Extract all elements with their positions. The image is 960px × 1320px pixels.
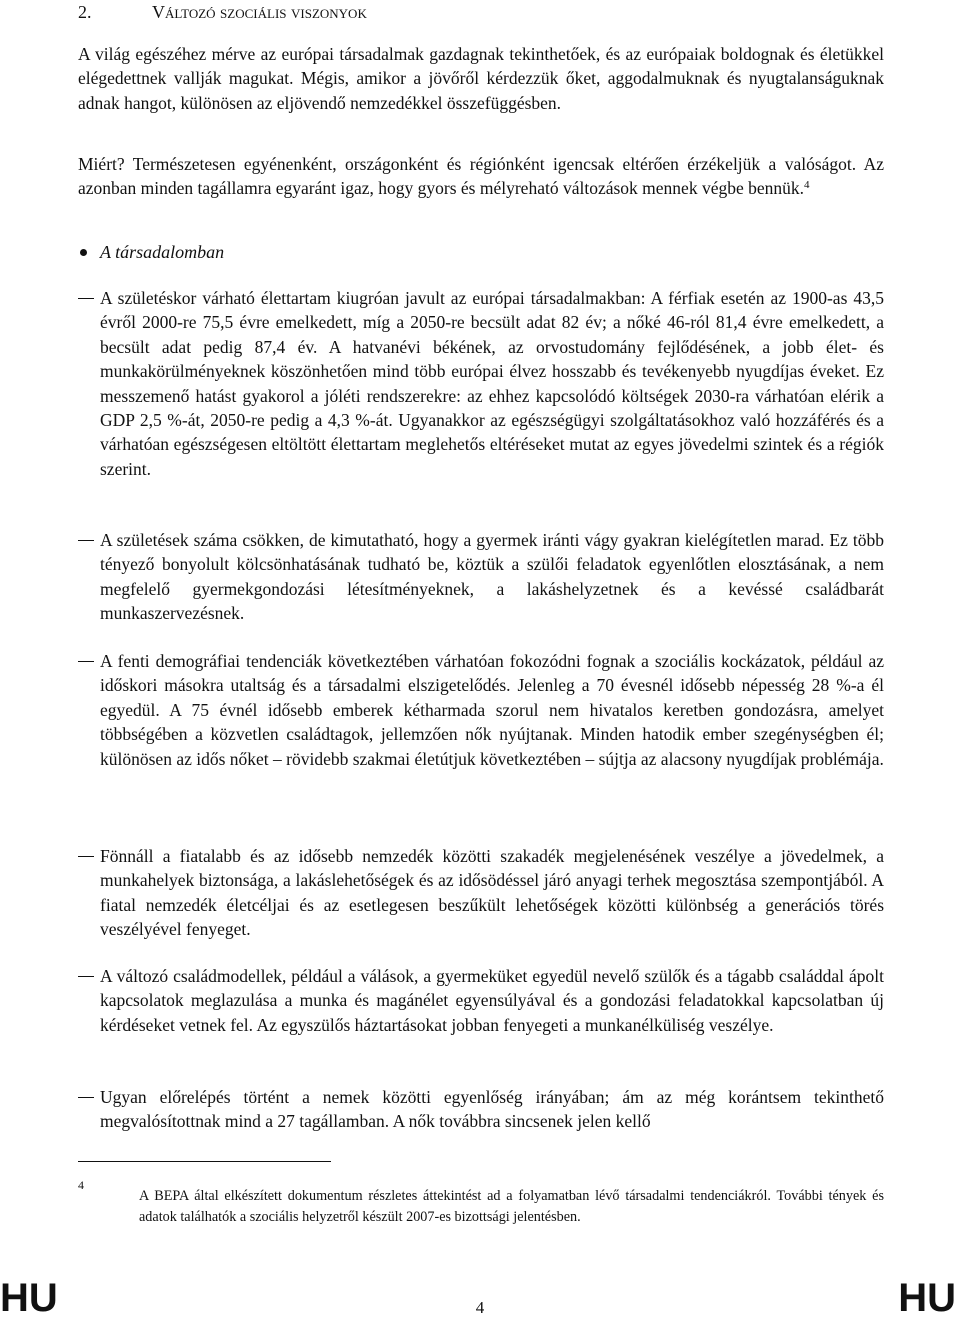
footnote-reference[interactable]: 4: [804, 179, 810, 192]
bullet-dot-icon: [80, 249, 87, 256]
dash-icon: [78, 661, 94, 662]
list-item: [78, 528, 884, 626]
dash-icon: [78, 856, 94, 857]
list-item-text: A születések száma csökken, de kimutatható, hogy a gyermek iránti vágy gyakran kielégítetlen marad. Ez több tényező bonyolult kölcsönhatásának tudható be, köztük a szülői feladatok egyenlőtlen elosztásának, a nem megfelelő gyermekgondozási létesítményeknek, a lakáshelyzetnek és a kevéssé családbarát munkaszervezésnek.: [100, 530, 884, 624]
footer-language-right: HU: [898, 1276, 956, 1320]
list-item-text: A fenti demográfiai tendenciák következtében várhatóan fokozódni fognak a szociális kockázatok, például az időskori másokra utaltság és a társadalmi elszigetelődés. Jelenleg a 70 évesnél idősebb népesség 28 %-a él egyedül. A 75 évnél idősebb emberek kétharmada szorul nem hivatalos keretben gondozásra, amelyet többségében a közvetlen családtagok, jellemzően nők nyújtanak. Minden hatodik ember szegénységben él; különösen az idős nőket – rövidebb szakmai életútjuk következtében – sújtja az alacsony nyugdíjak problémája.: [100, 651, 884, 769]
intro-paragraph-1: A világ egészéhez mérve az európai társadalmak gazdagnak tekinthetőek, és az európaiak boldognak és életükkel elégedettnek vallják magukat. Mégis, amikor a jövőről kérdezzük őket, aggodalmuknak és nyugtalanságuknak adnak hangot, különösen az eljövendő nemzedékkel összefüggésben.: [78, 44, 884, 113]
dash-icon: [78, 540, 94, 541]
list-item: [78, 286, 884, 481]
list-item-text: Fönnáll a fiatalabb és az idősebb nemzedék közötti szakadék megjelenésének veszélye a jövedelmek, a munkahelyek biztonsága, a lakáslehetőségek és az idősödéssel járó anyagi terhek megosztása szempontjából. A fiatal nemzedék életcéljai és az esetlegesen beszűkült lehetőségek közötti különbség a generációs törés veszélyével fenyeget.: [100, 846, 884, 940]
footnote-number: 4: [78, 1178, 84, 1192]
list-item-text: A változó családmodellek, például a válások, a gyermeküket egyedül nevelő szülők és a tágabb családdal ápolt kapcsolatok meglazulása a munka és magánélet egyensúlyával és a gondozási feladatokkal kapcsolatban új kérdéseket vetnek fel. Az egyszülős háztartásokat jobban fenyegeti a munkanélküliség veszélye.: [100, 966, 884, 1035]
intro-paragraph-2: [78, 152, 884, 201]
page-number: 4: [475, 1298, 485, 1317]
dash-icon: [78, 976, 94, 977]
intro-paragraph-2-text: Miért? Természetesen egyénenként, országonként és régiónként igencsak eltérően érzékeljük a valóságot. Az azonban minden tagállamra egyaránt igaz, hogy gyors és mélyreható változások mennek végbe bennük.: [78, 154, 884, 199]
list-item: [78, 649, 884, 771]
section-number: 2.: [78, 2, 92, 22]
list-item: [78, 964, 884, 1037]
list-item-text: Ugyan előrelépés történt a nemek közötti egyenlőség irányában; ám az még korántsem tekinthető megvalósítottnak mind a 27 tagállamban. A nők továbbra sincsenek jelen kellő: [100, 1087, 884, 1132]
section-title: Változó szociális viszonyok: [152, 2, 367, 22]
footer-language-left: HU: [0, 1276, 58, 1320]
bullet-heading: [78, 240, 224, 264]
section-heading: [78, 0, 367, 24]
dash-icon: [78, 298, 94, 299]
dash-icon: [78, 1097, 94, 1098]
footnote-divider: [78, 1161, 331, 1162]
footnote-text: A BEPA által elkészített dokumentum részletes áttekintést ad a folyamatban lévő társadalmi tendenciákról. További tények és adatok találhatók a szociális helyzetről készült 2007-es bizottsági jelentésben.: [139, 1188, 884, 1225]
list-item: [78, 844, 884, 942]
list-item-text: A születéskor várható élettartam kiugróan javult az európai társadalmakban: A férfiak esetén az 1900-as 43,5 évről 2000-re 75,5 évre emelkedett, míg a 2050-re becsült adat 82 év; a nőké 46-ról 81,4 évre emelkedett, a becsült adat pedig 87,4 év. A hatvanévi békének, az orvostudomány fejlődésének, a jobb élet- és munkakörülményeknek köszönhetően mind több európai élvez hosszabb és tevékenyebb nyugdíjas éveket. Ez messzemenő hatást gyakorol a jóléti rendszerekre: az ehhez kapcsolódó költségek 2030-ra várhatóan elérik a GDP 2,5 %-át, 2050-re pedig a 4,3 %-át. Ugyanakkor az egészségügyi szolgáltatásokhoz való hozzáférés és a várhatóan egészségesen eltöltött élettartam meglehetős eltéréseket mutat az egyes jövedelmi szintek és a régiók szerint.: [100, 288, 884, 479]
list-item: [78, 1085, 884, 1134]
bullet-heading-text: A társadalomban: [100, 242, 225, 262]
